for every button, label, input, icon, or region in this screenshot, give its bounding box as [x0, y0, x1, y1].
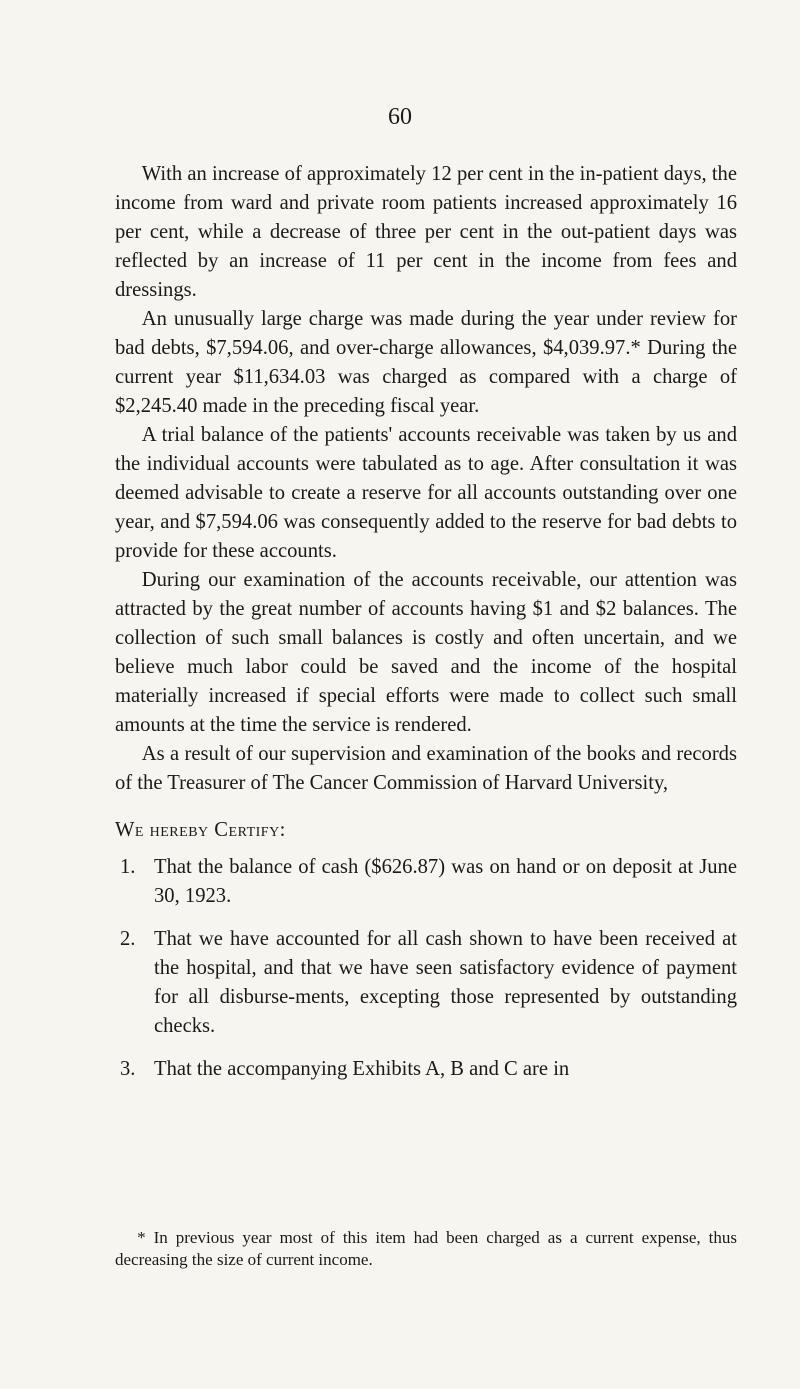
item-text: That the balance of cash ($626.87) was on hand or on deposit at June 30, 1923.	[154, 856, 737, 907]
item-number: 3.	[120, 1058, 136, 1080]
list-item	[115, 925, 737, 1041]
item-text: That the accompanying Exhibits A, B and C are in	[154, 1058, 570, 1080]
certification-list	[115, 853, 737, 1084]
list-item	[115, 853, 737, 911]
paragraph-5: As a result of our supervision and examination of the books and records of the Treasurer of The Cancer Commission of Harvard University,	[115, 743, 737, 794]
paragraph-4: During our examination of the accounts receivable, our attention was attracted by the great number of accounts having $1 and $2 balances. The collection of such small balances is costly and often uncertain, and we believe much labor could be saved and the income of the hospital materially increased if special efforts were made to collect such small amounts at the time the service is rendered.	[115, 569, 737, 736]
paragraph-2: An unusually large charge was made during the year under review for bad debts, $7,594.06, and over-charge allowances, $4,039.97.* During the current year $11,634.03 was charged as compared with a charge of $2,245.40 made in the preceding fiscal year.	[115, 308, 737, 417]
footnote: * In previous year most of this item had been charged as a current expense, thus decreasing the size of current income.	[115, 1228, 737, 1269]
item-text: That we have accounted for all cash shown to have been received at the hospital, and that we have seen satisfactory evidence of payment for all disburse-ments, excepting those represented by outstanding checks.	[154, 928, 737, 1037]
paragraph-3: A trial balance of the patients' accounts receivable was taken by us and the individual accounts were tabulated as to age. After consultation it was deemed advisable to create a reserve for all accounts outstanding over one year, and $7,594.06 was consequently added to the reserve for bad debts to provide for these accounts.	[115, 424, 737, 562]
paragraph-1: With an increase of approximately 12 per cent in the in-patient days, the income from ward and private room patients increased approximately 16 per cent, while a decrease of three per cent in the out-patient days was reflected by an increase of 11 per cent in the income from fees and dressings.	[115, 163, 737, 301]
page-number: 60	[388, 104, 412, 130]
item-number: 1.	[120, 856, 136, 878]
list-item	[115, 1055, 737, 1084]
item-number: 2.	[120, 928, 136, 950]
certify-heading: We hereby Certify:	[115, 819, 286, 841]
body-text	[115, 160, 737, 1098]
